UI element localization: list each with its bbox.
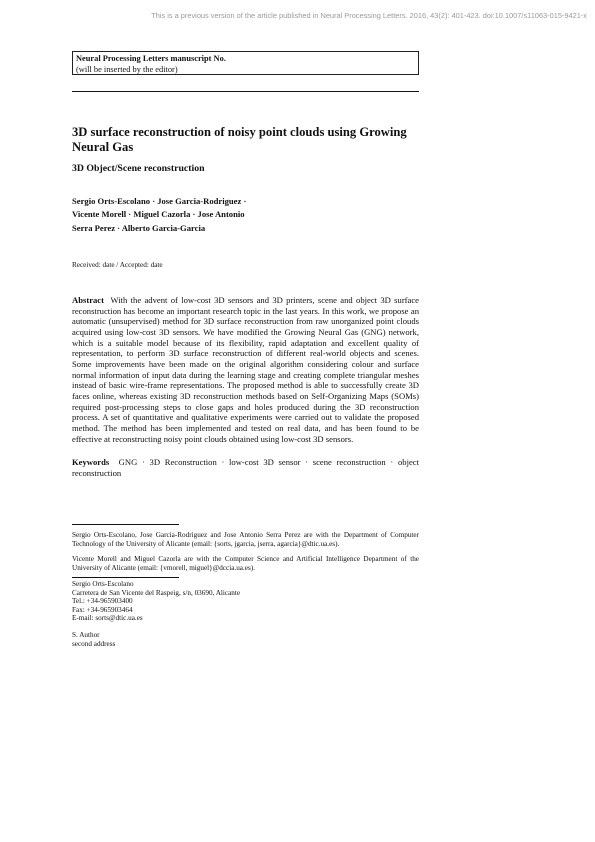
- second-author-name: S. Author: [72, 631, 100, 639]
- footnote-rule: [72, 524, 179, 525]
- keywords: [72, 457, 419, 479]
- abstract-text: With the advent of low-cost 3D sensors and 3D printers, scene and object 3D surface reconstruction has become an important research topic in the last years. In this work, we propose an automatic (unsupervised) method for 3D surface reconstruction from raw unorganized point clouds acquired using low-cost 3D sensors. We have modified the Growing Neural Gas (GNG) network, which is a suitable model because of its flexibility, rapid adaptation and excellent quality of representation, to perform 3D surface reconstruction of different real-world objects and scenes. Some improvements have been made on the original algorithm considering colour and surface normal information of input data during the learning stage and creating complete triangular meshes instead of basic wire-frame representations. The proposed method is able to successfully create 3D faces online, whereas existing 3D reconstruction methods based on Self-Organizing Maps (SOMs) required post-processing steps to close gaps and holes produced during the 3D reconstruction process. A set of quantitative and qualitative experiments were carried out to validate the proposed method. The method has been implemented and tested on real data, and has been found to be effective at reconstructing noisy point clouds obtained using low-cost 3D sensors.: [72, 295, 419, 444]
- address-email: E-mail: sorts@dtic.ua.es: [72, 614, 143, 623]
- footnote-1: Sergio Orts-Escolano, Jose Garcia-Rodriguez and Jose Antonio Serra Perez are with the Department of Computer Technology of the University of Alicante (email: {sorts, jgarcia, jserra, agarcia}@dtic.ua.es).: [72, 531, 419, 549]
- corresponding-address: [72, 580, 419, 623]
- second-author-address: [72, 631, 419, 648]
- publication-banner: This is a previous version of the article published in Neural Processing Letters. 2016, 43(2): 401-423. doi:10.1007/s11063-015-9421-x: [151, 11, 587, 20]
- address-tel: Tel.: +34-965903400: [72, 597, 133, 606]
- address-street: Carretera de San Vicente del Raspeig, s/n, 03690, Alicante: [72, 588, 241, 597]
- paper-subtitle: 3D Object/Scene reconstruction: [72, 163, 205, 174]
- address-fax: Fax: +34-965903464: [72, 605, 133, 614]
- keywords-label: Keywords: [72, 457, 110, 467]
- author-list: [72, 195, 419, 235]
- author-line-1: Sergio Orts-Escolano · Jose Garcia-Rodriguez ·: [72, 196, 247, 206]
- abstract-label: Abstract: [72, 295, 104, 305]
- received-date: Received: date / Accepted: date: [72, 261, 163, 269]
- second-author-address-line: second address: [72, 639, 116, 648]
- author-line-2: Vicente Morell · Miguel Cazorla · Jose Antonio: [72, 209, 245, 220]
- footnote-2: Vicente Morell and Miguel Cazorla are with the Computer Science and Artificial Intelligence Department of the University of Alicante (email: {vmorell, miguel}@dccia.ua.es).: [72, 555, 419, 573]
- paper-title: 3D surface reconstruction of noisy point clouds using Growing Neural Gas: [72, 125, 407, 154]
- author-line-3: Serra Perez · Alberto Garcia-Garcia: [72, 222, 206, 233]
- editor-line: (will be inserted by the editor): [76, 64, 178, 74]
- address-name: Sergio Orts-Escolano: [72, 580, 134, 588]
- manuscript-box: [72, 51, 419, 75]
- abstract: [72, 295, 419, 444]
- address-rule: [72, 577, 179, 578]
- keywords-text: GNG · 3D Reconstruction · low-cost 3D sensor · scene reconstruction · object reconstruction: [72, 457, 419, 479]
- journal-line: Neural Processing Letters manuscript No.: [76, 54, 226, 63]
- header-rule: [72, 91, 419, 92]
